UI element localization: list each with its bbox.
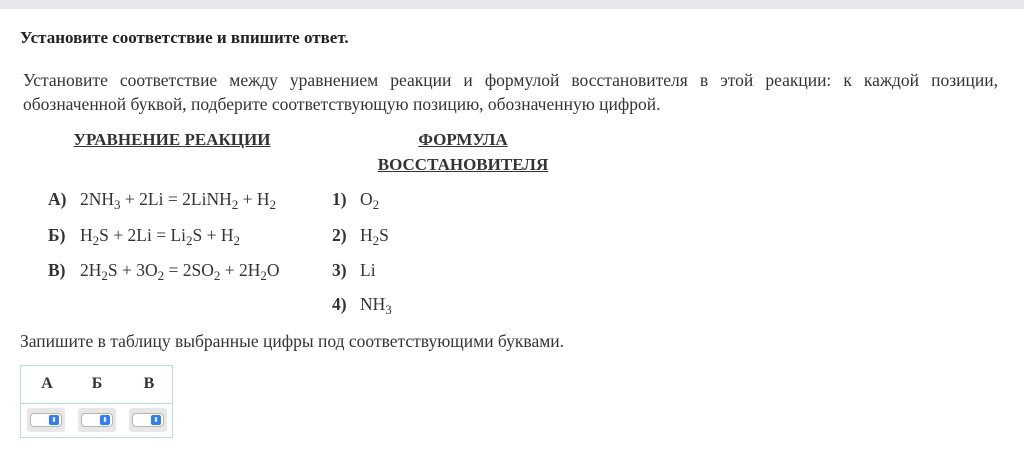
answer-table-header: [21, 366, 172, 404]
answer-select-v[interactable]: [129, 408, 167, 432]
reaction-formula: $2H_2S + 3O_2 = 2SO_2 + 2H_2O$: [80, 260, 280, 283]
reducer-formula: Li: [360, 260, 376, 280]
reaction-row: [48, 224, 240, 246]
answer-header-b: Б: [91, 375, 103, 392]
reducer-key: 2): [332, 225, 347, 245]
column-title-reducers: [362, 127, 564, 177]
reaction-key: Б): [48, 225, 66, 245]
reducer-row: [332, 224, 389, 246]
column-title-reducers-line2: ВОССТАНОВИТЕЛЯ: [377, 155, 549, 174]
select-box[interactable]: [30, 413, 62, 427]
select-stepper-icon: ⬍: [151, 415, 161, 425]
column-title-reducers-line1: ФОРМУЛА: [418, 130, 508, 149]
answer-header-v: В: [143, 375, 155, 392]
answer-select-b[interactable]: [78, 408, 116, 432]
reducer-row: [332, 188, 379, 210]
reducer-formula: $H_2S$: [360, 225, 389, 248]
reaction-formula: $2NH_3 + 2Li$ = 2LiNH$_2$ + $H_2$: [80, 189, 276, 212]
reaction-key: В): [48, 260, 66, 280]
reaction-row: [48, 259, 280, 281]
answer-table: [20, 365, 173, 438]
reaction-row: [48, 188, 276, 210]
select-box[interactable]: [132, 413, 164, 427]
reducer-formula: $O_2$: [360, 189, 380, 212]
reducer-key: 4): [332, 294, 347, 314]
reducer-row: [332, 259, 376, 281]
reaction-formula: $H_2S + 2Li = Li_2S + H_2$: [80, 225, 241, 248]
reaction-key: А): [48, 189, 67, 209]
reducer-key: 3): [332, 260, 347, 280]
select-stepper-icon: ⬍: [49, 415, 59, 425]
task-header: Установите соответствие и впишите ответ.: [20, 28, 349, 47]
answer-instruction: Запишите в таблицу выбранные цифры под соответствующими буквами.: [20, 331, 565, 351]
top-bar: [0, 0, 1024, 9]
answer-header-a: А: [41, 375, 53, 392]
reducer-key: 1): [332, 189, 347, 209]
column-title-reactions-text: УРАВНЕНИЕ РЕАКЦИИ: [73, 130, 271, 149]
task-statement: Установите соответствие между уравнением реакции и формулой восстановителя в этой реакции: к каждой позиции, обозначенной буквой, подберите соответствующую позицию, обозначенную цифрой.: [23, 70, 998, 114]
answer-select-a[interactable]: [27, 408, 65, 432]
column-title-reactions: [66, 127, 278, 152]
select-stepper-icon: ⬍: [100, 415, 110, 425]
select-box[interactable]: [81, 413, 113, 427]
reducer-formula: $NH_3$: [360, 294, 392, 317]
reducer-row: [332, 293, 392, 315]
